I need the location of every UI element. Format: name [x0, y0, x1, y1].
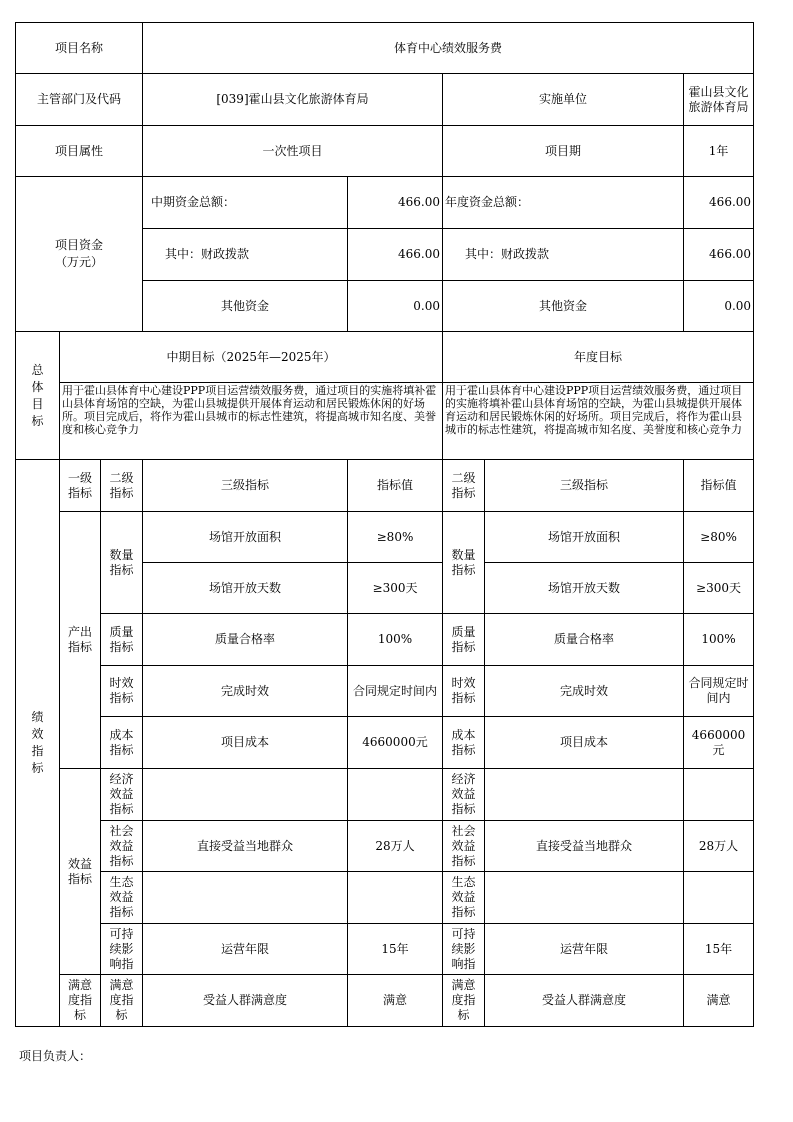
year-fiscal-label: 其中：财政拨款: [443, 229, 684, 281]
perf-label: 绩 效 指 标: [16, 460, 60, 1027]
ecological-name: [143, 872, 348, 924]
sustain-value-year: 15年: [684, 924, 754, 975]
dept-value: [039]霍山县文化旅游体育局: [143, 74, 443, 126]
social-name: 直接受益当地群众: [143, 821, 348, 872]
q2-value-year: ≥300天: [684, 563, 754, 614]
quantity-label-year: 数量 指标: [443, 512, 485, 614]
quality-label: 质量 指标: [101, 614, 143, 666]
cost-label: 成本 指标: [101, 717, 143, 769]
cost-name-year: 项目成本: [485, 717, 684, 769]
cost-value: 4660000元: [348, 717, 443, 769]
ecological-value: [348, 872, 443, 924]
period-label: 项目期: [443, 126, 684, 177]
economic-label-year: 经济 效益 指标: [443, 769, 485, 821]
q2-name: 场馆开放天数: [143, 563, 348, 614]
q1-value-year: ≥80%: [684, 512, 754, 563]
sustain-label: 可持 续影 响指: [101, 924, 143, 975]
time-name-year: 完成时效: [485, 666, 684, 717]
quality-label-year: 质量 指标: [443, 614, 485, 666]
economic-value: [348, 769, 443, 821]
time-name: 完成时效: [143, 666, 348, 717]
impl-value: 霍山县文化旅游体育局: [684, 74, 754, 126]
sustain-label-year: 可持 续影 响指: [443, 924, 485, 975]
satisfaction-l2-label: 满意 度指 标: [101, 975, 143, 1027]
year-fiscal-value: 466.00: [684, 229, 754, 281]
period-value: 1年: [684, 126, 754, 177]
col-level3: 三级指标: [143, 460, 348, 512]
cost-name: 项目成本: [143, 717, 348, 769]
year-total-label: 年度资金总额：: [443, 177, 684, 229]
economic-name-year: [485, 769, 684, 821]
time-value: 合同规定时间内: [348, 666, 443, 717]
mid-goal-text: 用于霍山县体育中心建设PPP项目运营绩效服务费，通过项目的实施将填补霍山县体育场馆的空缺，为霍山县城提供开展体育运动和居民锻炼休闲的好场所。项目完成后，将作为霍山县城市的标志性建筑，将提高城市知名度、美誉度和核心竞争力: [60, 383, 443, 460]
satisfaction-l1-label: 满意 度指 标: [60, 975, 101, 1027]
mid-other-label: 其他资金: [143, 281, 348, 332]
col-level2: 二级 指标: [101, 460, 143, 512]
ecological-label: 生态 效益 指标: [101, 872, 143, 924]
quality-value-year: 100%: [684, 614, 754, 666]
ecological-value-year: [684, 872, 754, 924]
quality-name: 质量合格率: [143, 614, 348, 666]
economic-name: [143, 769, 348, 821]
satisfaction-l2-label-year: 满意 度指 标: [443, 975, 485, 1027]
project-name-label: 项目名称: [16, 23, 143, 74]
sustain-name-year: 运营年限: [485, 924, 684, 975]
mid-total-value: 466.00: [348, 177, 443, 229]
ecological-label-year: 生态 效益 指标: [443, 872, 485, 924]
social-label-year: 社会 效益 指标: [443, 821, 485, 872]
mid-fiscal-label: 其中：财政拨款: [143, 229, 348, 281]
benefit-label: 效益 指标: [60, 769, 101, 975]
col-level1: 一级 指标: [60, 460, 101, 512]
attr-label: 项目属性: [16, 126, 143, 177]
q1-name-year: 场馆开放面积: [485, 512, 684, 563]
year-other-value: 0.00: [684, 281, 754, 332]
time-value-year: 合同规定时间内: [684, 666, 754, 717]
q2-name-year: 场馆开放天数: [485, 563, 684, 614]
quantity-label: 数量 指标: [101, 512, 143, 614]
q2-value: ≥300天: [348, 563, 443, 614]
quality-name-year: 质量合格率: [485, 614, 684, 666]
dept-label: 主管部门及代码: [16, 74, 143, 126]
col-value: 指标值: [348, 460, 443, 512]
col-level3-year: 三级指标: [485, 460, 684, 512]
timeliness-label: 时效 指标: [101, 666, 143, 717]
quality-value: 100%: [348, 614, 443, 666]
mid-goal-header: 中期目标（2025年—2025年）: [60, 332, 443, 383]
col-level2-year: 二级 指标: [443, 460, 485, 512]
economic-label: 经济 效益 指标: [101, 769, 143, 821]
col-value-year: 指标值: [684, 460, 754, 512]
year-goal-header: 年度目标: [443, 332, 754, 383]
social-value-year: 28万人: [684, 821, 754, 872]
funds-label: 项目资金 （万元）: [16, 177, 143, 332]
year-other-label: 其他资金: [443, 281, 684, 332]
cost-label-year: 成本 指标: [443, 717, 485, 769]
sustain-name: 运营年限: [143, 924, 348, 975]
goals-label: 总 体 目 标: [16, 332, 60, 460]
sat-name: 受益人群满意度: [143, 975, 348, 1027]
year-total-value: 466.00: [684, 177, 754, 229]
sat-value-year: 满意: [684, 975, 754, 1027]
cost-value-year: 4660000元: [684, 717, 754, 769]
timeliness-label-year: 时效 指标: [443, 666, 485, 717]
economic-value-year: [684, 769, 754, 821]
mid-total-label: 中期资金总额：: [143, 177, 348, 229]
sat-value: 满意: [348, 975, 443, 1027]
performance-table: [15, 22, 754, 1027]
output-label: 产出 指标: [60, 512, 101, 769]
sat-name-year: 受益人群满意度: [485, 975, 684, 1027]
social-value: 28万人: [348, 821, 443, 872]
mid-other-value: 0.00: [348, 281, 443, 332]
q1-value: ≥80%: [348, 512, 443, 563]
project-leader-label: 项目负责人：: [19, 1049, 92, 1063]
social-label: 社会 效益 指标: [101, 821, 143, 872]
impl-label: 实施单位: [443, 74, 684, 126]
social-name-year: 直接受益当地群众: [485, 821, 684, 872]
mid-fiscal-value: 466.00: [348, 229, 443, 281]
q1-name: 场馆开放面积: [143, 512, 348, 563]
project-name: 体育中心绩效服务费: [143, 23, 754, 74]
sustain-value: 15年: [348, 924, 443, 975]
ecological-name-year: [485, 872, 684, 924]
year-goal-text: 用于霍山县体育中心建设PPP项目运营绩效服务费，通过项目的实施将填补霍山县体育场馆的空缺，为霍山县城提供开展体育运动和居民锻炼休闲的好场所。项目完成后，将作为霍山县城市的标志性建筑，将提高城市知名度、美誉度和核心竞争力: [443, 383, 754, 460]
attr-value: 一次性项目: [143, 126, 443, 177]
